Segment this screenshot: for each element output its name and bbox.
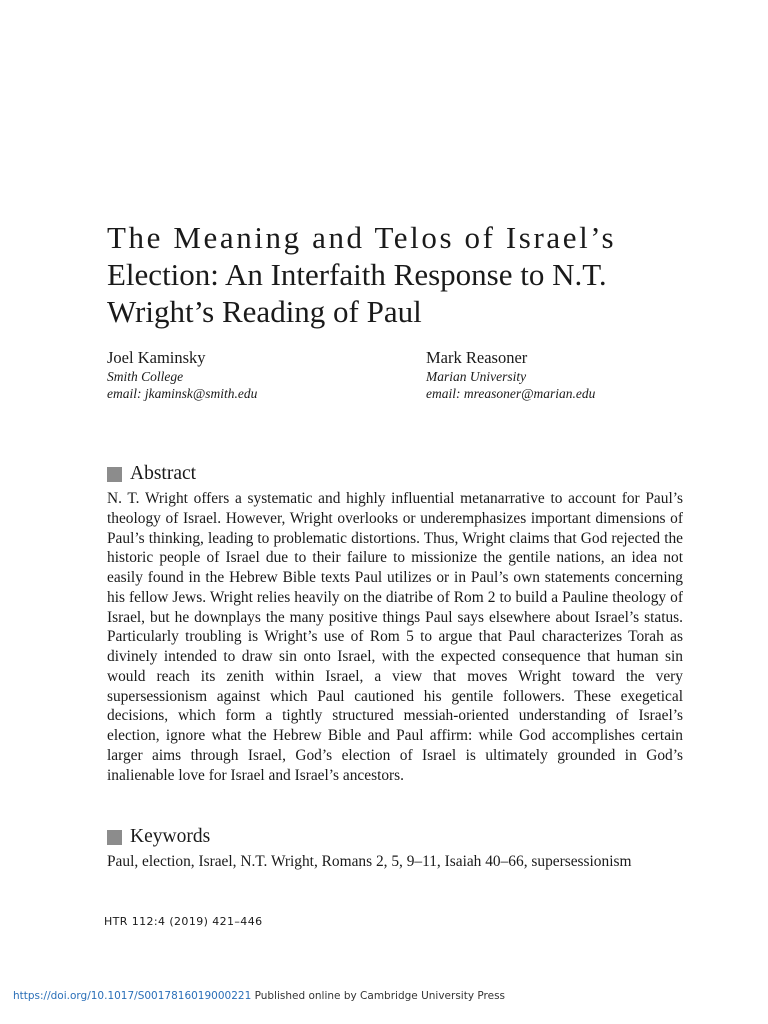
title-line-3: Wright’s Reading of Paul [107, 294, 422, 329]
title-line-2: Election: An Interfaith Response to N.T. [107, 257, 607, 292]
author-block-reasoner [426, 348, 726, 402]
abstract-heading [107, 462, 196, 486]
author-name: Joel Kaminsky [107, 348, 206, 367]
abstract-text: N. T. Wright offers a systematic and highly influential metanarrative to account for Paul’s theology of Israel. However, Wright overlooks or underemphasizes important dimensions of Paul’s thinking, leading to problematic distortions. Thus, Wright claims that God rejected the historic people of Israel due to their failure to missionize the gentile nations, an idea not easily found in the Hebrew Bible texts Paul utilizes or in Paul’s own statements concerning his fellow Jews. Wright relies heavily on the diatribe of Rom 2 to build a Pauline theology of Israel, but he downplays the many positive things Paul says elsewhere about Israel’s status. Particularly troubling is Wright’s use of Rom 5 to argue that Paul characterizes Torah as divinely intended to draw sin onto Israel, with the expected consequence that human sin would reach its zenith within Israel, a view that moves Wright toward the very supersessionism against which Paul cautioned his gentile followers. These exegetical decisions, which form a tightly structured messiah-oriented understanding of Israel’s election, ignore what the Hebrew Bible and Paul affirm: while God accomplishes certain larger aims through Israel, God’s election of Israel is ultimately grounded in God’s inalienable love for Israel and Israel’s ancestors. [107, 490, 683, 784]
author-email: email: mreasoner@marian.edu [426, 386, 596, 401]
abstract-heading-label: Abstract [130, 463, 197, 484]
keywords-heading [107, 825, 210, 849]
article-title [107, 219, 697, 330]
keywords-text: Paul, election, Israel, N.T. Wright, Romans 2, 5, 9–11, Isaiah 40–66, supersessionism [107, 853, 632, 870]
author-affiliation: Smith College [107, 369, 184, 384]
author-block-kaminsky [107, 348, 407, 402]
keywords-heading-label: Keywords [130, 826, 211, 847]
title-line-1: The Meaning and Telos of Israel’s [107, 220, 617, 255]
journal-reference: HTR 112:4 (2019) 421–446 [104, 915, 263, 928]
author-affiliation: Marian University [426, 369, 527, 384]
doi-link[interactable]: https://doi.org/10.1017/S0017816019000221 [13, 990, 252, 1002]
section-square-icon [107, 830, 122, 845]
section-square-icon [107, 467, 122, 482]
author-email: email: jkaminsk@smith.edu [107, 386, 258, 401]
footer [13, 990, 505, 1002]
published-notice: Published online by Cambridge University Press [251, 990, 506, 1002]
author-name: Mark Reasoner [426, 348, 528, 367]
